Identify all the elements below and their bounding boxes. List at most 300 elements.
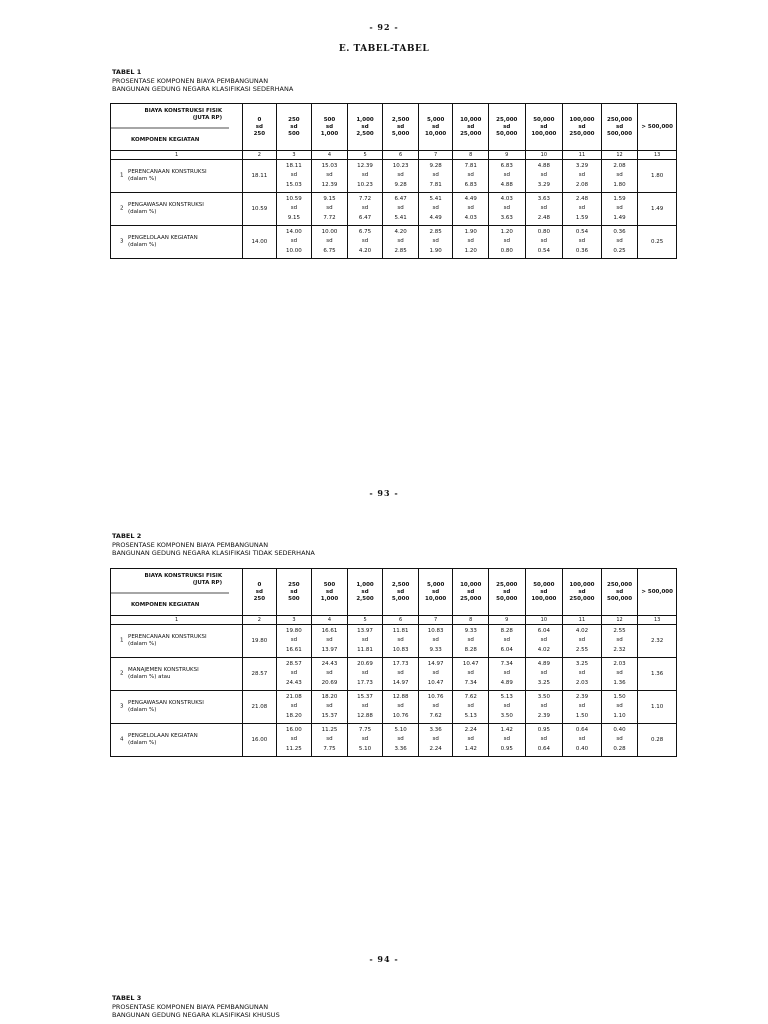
value-sd: sd	[578, 703, 586, 710]
value-lower: 0.28	[613, 745, 626, 752]
range-sd: sd	[325, 588, 334, 595]
value-sd: sd	[540, 205, 548, 212]
range-from: 2,500	[391, 581, 410, 588]
column-number-text: 4	[327, 152, 332, 158]
value-sd: sd	[540, 637, 548, 644]
value-upper: 21.08	[286, 693, 302, 700]
value-lower: 0.80	[500, 247, 513, 254]
value-upper: 14.00	[286, 228, 302, 235]
activity-label	[128, 634, 242, 648]
range-header	[383, 104, 419, 151]
value-sd: sd	[503, 736, 510, 743]
value-upper: 10.47	[462, 660, 479, 667]
value-upper: 10.76	[427, 693, 444, 700]
value-lower: 2.24	[429, 745, 442, 752]
activity-name: PENGAWASAN KONSTRUKSI	[128, 202, 204, 208]
value-sd: sd	[616, 205, 623, 212]
value-range	[383, 691, 419, 724]
value-upper: 1.59	[613, 195, 626, 202]
corner-top-label	[145, 108, 223, 122]
activity-label	[128, 733, 242, 747]
value-lower: 1.80	[613, 181, 626, 188]
value-upper: 24.43	[321, 660, 338, 667]
value-upper: 3.25	[575, 660, 589, 667]
corner-header	[111, 569, 243, 616]
value-sd: sd	[616, 703, 623, 710]
column-number-text: 12	[616, 617, 623, 623]
table-2-title-line2: BANGUNAN GEDUNG NEGARA KLASIFIKASI TIDAK SEDERHANA	[112, 549, 315, 557]
value-lower: 16.61	[286, 646, 302, 653]
range-header	[347, 569, 383, 616]
corner-top-label	[145, 573, 223, 587]
value-lower: 2.08	[575, 181, 589, 188]
value-upper: 2.03	[613, 660, 626, 667]
value-range	[347, 193, 383, 226]
value-sd: sd	[326, 670, 333, 677]
value-upper: 10.23	[392, 162, 409, 169]
value-lower: 5.41	[394, 214, 407, 221]
value-upper: 2.39	[575, 693, 589, 700]
value-sd: sd	[361, 172, 369, 179]
range-to: 100,000	[531, 130, 557, 137]
value-lower: 12.39	[321, 181, 338, 188]
value-sd: sd	[467, 637, 474, 644]
value-upper: 5.41	[429, 195, 442, 202]
value-lower: 0.25	[613, 247, 626, 254]
value-upper: 14.97	[427, 660, 444, 667]
value-range	[488, 226, 525, 259]
range-from: 500	[323, 581, 336, 588]
column-number	[525, 616, 563, 625]
value-lower: 5.13	[464, 712, 477, 719]
value-range	[525, 691, 563, 724]
value-lower: 20.69	[321, 679, 338, 686]
value-last-text: 2.32	[651, 637, 664, 644]
column-number	[638, 151, 677, 160]
table-row	[111, 691, 677, 724]
value-range	[453, 724, 489, 757]
value-first-text: 10.59	[251, 205, 268, 212]
value-lower: 1.50	[575, 712, 589, 719]
value-upper: 7.81	[464, 162, 477, 169]
value-range	[418, 691, 453, 724]
table-1-name: TABEL 1	[112, 68, 142, 76]
value-lower: 3.50	[500, 712, 513, 719]
range-header	[312, 569, 348, 616]
column-number	[243, 151, 277, 160]
column-number	[488, 616, 525, 625]
value-upper: 3.50	[537, 693, 550, 700]
table-row	[111, 226, 677, 259]
range-to: 10,000	[425, 130, 447, 137]
value-sd: sd	[290, 703, 298, 710]
range-to: 500,000	[607, 130, 633, 137]
corner-top-unit: (JUTA RP)	[192, 580, 223, 586]
value-last	[638, 724, 677, 757]
value-sd: sd	[361, 736, 369, 743]
value-sd: sd	[432, 703, 439, 710]
value-lower: 13.97	[321, 646, 338, 653]
corner-bottom-text: KOMPONEN KEGIATAN	[131, 137, 200, 143]
range-header	[312, 104, 348, 151]
value-lower: 1.49	[613, 214, 626, 221]
value-first-text: 21.08	[251, 703, 268, 710]
range-from: 250,000	[607, 581, 633, 588]
table-row	[111, 160, 677, 193]
value-last	[638, 160, 677, 193]
value-range	[312, 193, 348, 226]
value-last	[638, 658, 677, 691]
value-first	[243, 226, 277, 259]
value-upper: 19.80	[286, 627, 302, 634]
activity-name: PERENCANAAN KONSTRUKSI	[128, 634, 207, 640]
value-first-text: 14.00	[251, 238, 268, 245]
value-lower: 0.40	[575, 745, 589, 752]
value-range	[312, 658, 348, 691]
range-from: 5,000	[426, 581, 445, 588]
value-upper: 7.72	[358, 195, 372, 202]
value-sd: sd	[540, 670, 548, 677]
value-first-text: 18.11	[251, 172, 268, 179]
value-lower: 4.88	[500, 181, 513, 188]
value-lower: 11.81	[357, 646, 373, 653]
column-number	[383, 616, 419, 625]
value-first	[243, 193, 277, 226]
value-lower: 6.04	[500, 646, 513, 653]
activity-cell	[111, 193, 243, 226]
value-range	[563, 625, 602, 658]
value-range	[418, 226, 453, 259]
corner-top-unit: (JUTA RP)	[192, 115, 223, 121]
column-number-text: 7	[434, 152, 438, 158]
column-number-text: 6	[399, 617, 403, 623]
value-upper: 16.61	[321, 627, 338, 634]
activity-number: 1	[120, 172, 124, 179]
column-number-text: 7	[434, 617, 438, 623]
table-1	[110, 103, 677, 259]
column-number	[453, 616, 489, 625]
value-range	[525, 160, 563, 193]
range-from: 500	[323, 116, 336, 123]
column-number	[638, 616, 677, 625]
column-number-text: 10	[540, 617, 548, 623]
activity-number: 4	[120, 736, 124, 743]
value-upper: 13.97	[357, 627, 373, 634]
value-upper: 11.81	[392, 627, 409, 634]
value-sd: sd	[361, 637, 369, 644]
column-number	[312, 616, 348, 625]
range-header	[418, 104, 453, 151]
value-lower: 1.20	[464, 247, 477, 254]
value-range	[563, 193, 602, 226]
column-number-text: 6	[399, 152, 403, 158]
range-header	[243, 569, 277, 616]
table-3-caption	[112, 994, 280, 1020]
value-lower: 2.55	[575, 646, 589, 653]
value-upper: 0.95	[537, 726, 550, 733]
value-sd: sd	[578, 238, 586, 245]
value-last	[638, 691, 677, 724]
value-lower: 0.54	[537, 247, 550, 254]
column-number-row	[111, 151, 677, 160]
value-upper: 6.47	[394, 195, 407, 202]
value-lower: 6.47	[358, 214, 372, 221]
value-lower: 9.15	[287, 214, 301, 221]
value-upper: 8.28	[500, 627, 513, 634]
value-last-text: 1.80	[651, 172, 664, 179]
value-upper: 4.03	[500, 195, 513, 202]
column-number-text: 8	[469, 152, 473, 158]
value-lower: 0.95	[500, 745, 513, 752]
activity-unit: (dalam %) atau	[128, 674, 171, 680]
value-sd: sd	[290, 205, 298, 212]
value-upper: 12.39	[357, 162, 373, 169]
table-3-name: TABEL 3	[112, 994, 142, 1002]
value-first-text: 16.00	[251, 736, 268, 743]
value-range	[418, 658, 453, 691]
range-from: 1,000	[356, 116, 374, 123]
table-2	[110, 568, 677, 757]
value-lower: 4.89	[500, 679, 513, 686]
value-upper: 2.24	[464, 726, 477, 733]
value-upper: 18.20	[321, 693, 338, 700]
value-sd: sd	[578, 670, 586, 677]
value-range	[525, 658, 563, 691]
column-number-text: 11	[578, 152, 586, 158]
value-sd: sd	[503, 703, 510, 710]
value-upper: 6.04	[537, 627, 550, 634]
value-upper: 3.29	[575, 162, 589, 169]
column-number	[601, 151, 638, 160]
value-upper: 20.69	[357, 660, 373, 667]
value-sd: sd	[361, 703, 369, 710]
value-last	[638, 193, 677, 226]
value-lower: 10.83	[392, 646, 409, 653]
value-range	[601, 724, 638, 757]
value-sd: sd	[467, 172, 474, 179]
value-sd: sd	[326, 205, 333, 212]
range-from: 250,000	[607, 116, 633, 123]
value-first	[243, 625, 277, 658]
range-from: 0	[257, 581, 262, 588]
value-lower: 0.36	[575, 247, 589, 254]
range-to: 2,500	[356, 595, 374, 602]
value-range	[312, 724, 348, 757]
range-last: > 500,000	[641, 123, 673, 130]
value-upper: 5.10	[394, 726, 407, 733]
value-range	[383, 625, 419, 658]
activity-name: PENGELOLAAN KEGIATAN	[128, 235, 198, 241]
column-number-text: 11	[578, 617, 586, 623]
range-sd: sd	[467, 588, 475, 595]
column-number-text: 10	[540, 152, 548, 158]
value-lower: 24.43	[286, 679, 302, 686]
value-range	[488, 193, 525, 226]
range-to: 5,000	[391, 130, 410, 137]
activity-name: PENGELOLAAN KEGIATAN	[128, 733, 198, 739]
value-sd: sd	[326, 703, 333, 710]
value-sd: sd	[467, 736, 474, 743]
value-upper: 4.20	[394, 228, 407, 235]
activity-unit: (dalam %)	[128, 176, 157, 182]
value-range	[488, 691, 525, 724]
value-lower: 8.28	[464, 646, 477, 653]
table-1-caption	[112, 68, 293, 94]
range-header	[488, 104, 525, 151]
value-sd: sd	[616, 736, 623, 743]
activity-unit: (dalam %)	[128, 209, 157, 215]
corner-bottom-label	[131, 602, 199, 608]
range-header	[488, 569, 525, 616]
range-to: 250,000	[569, 130, 595, 137]
value-upper: 10.83	[427, 627, 444, 634]
table-row	[111, 193, 677, 226]
column-number	[383, 151, 419, 160]
value-range	[418, 724, 453, 757]
value-sd: sd	[616, 172, 623, 179]
range-sd: sd	[396, 588, 405, 595]
range-sd: sd	[361, 123, 369, 130]
value-lower: 3.25	[537, 679, 550, 686]
range-to: 10,000	[425, 595, 447, 602]
range-to: 50,000	[496, 130, 518, 137]
value-range	[347, 160, 383, 193]
value-upper: 2.08	[613, 162, 626, 169]
value-range	[601, 193, 638, 226]
value-upper: 0.80	[537, 228, 550, 235]
range-header	[525, 104, 563, 151]
value-lower: 3.36	[394, 745, 407, 752]
activity-label	[128, 667, 242, 681]
activity-cell	[111, 658, 243, 691]
value-lower: 10.47	[427, 679, 444, 686]
value-upper: 0.64	[575, 726, 589, 733]
value-range	[418, 193, 453, 226]
value-range	[525, 226, 563, 259]
value-lower: 10.23	[357, 181, 373, 188]
column-number	[453, 151, 489, 160]
range-from: 25,000	[496, 116, 518, 123]
header-row	[111, 569, 677, 616]
value-sd: sd	[467, 703, 474, 710]
value-upper: 3.36	[429, 726, 442, 733]
range-sd: sd	[396, 123, 405, 130]
value-last-text: 0.28	[651, 736, 664, 743]
value-sd: sd	[503, 205, 510, 212]
range-to: 500	[288, 595, 300, 602]
value-lower: 10.76	[392, 712, 409, 719]
corner-top-text: BIAYA KONSTRUKSI FISIK	[144, 573, 223, 579]
value-lower: 15.03	[286, 181, 302, 188]
value-sd: sd	[616, 670, 623, 677]
table-row	[111, 625, 677, 658]
value-lower: 4.02	[537, 646, 550, 653]
range-from: 250	[288, 116, 300, 123]
value-last-text: 1.49	[651, 205, 664, 212]
corner-top-text: BIAYA KONSTRUKSI FISIK	[144, 108, 223, 114]
value-range	[563, 226, 602, 259]
column-number-text: 2	[257, 617, 261, 623]
page-number: - 92 -	[369, 22, 399, 32]
value-upper: 4.49	[464, 195, 477, 202]
value-upper: 10.00	[321, 228, 338, 235]
range-header	[563, 569, 602, 616]
range-sd: sd	[503, 123, 511, 130]
value-lower: 3.63	[500, 214, 513, 221]
activity-unit: (dalam %)	[128, 707, 157, 713]
value-sd: sd	[326, 736, 333, 743]
value-lower: 7.75	[323, 745, 336, 752]
activity-unit: (dalam %)	[128, 740, 157, 746]
value-range	[383, 160, 419, 193]
value-lower: 7.72	[323, 214, 336, 221]
value-lower: 11.25	[286, 745, 302, 752]
range-header-last	[638, 104, 677, 151]
activity-cell	[111, 724, 243, 757]
table-2-caption	[112, 532, 315, 558]
range-to: 250	[253, 130, 266, 137]
value-upper: 6.83	[500, 162, 513, 169]
value-sd: sd	[326, 172, 333, 179]
value-sd: sd	[467, 670, 474, 677]
value-upper: 2.48	[575, 195, 589, 202]
range-from: 10,000	[460, 581, 482, 588]
range-to: 50,000	[496, 595, 518, 602]
value-first	[243, 160, 277, 193]
value-upper: 0.40	[613, 726, 626, 733]
value-lower: 1.36	[613, 679, 626, 686]
value-lower: 9.33	[429, 646, 442, 653]
column-number	[488, 151, 525, 160]
range-header	[525, 569, 563, 616]
value-range	[347, 226, 383, 259]
range-header	[276, 569, 312, 616]
range-sd: sd	[467, 123, 475, 130]
value-upper: 9.15	[323, 195, 336, 202]
value-last-text: 1.10	[651, 703, 664, 710]
value-range	[453, 160, 489, 193]
range-to: 250	[253, 595, 266, 602]
column-number-text: 1	[174, 617, 179, 623]
range-sd: sd	[255, 123, 263, 130]
value-sd: sd	[578, 172, 586, 179]
value-sd: sd	[432, 670, 439, 677]
value-upper: 0.54	[575, 228, 589, 235]
activity-cell	[111, 691, 243, 724]
column-number	[111, 616, 243, 625]
value-upper: 10.59	[286, 195, 302, 202]
value-first-text: 28.57	[251, 670, 268, 677]
activity-label	[128, 169, 242, 183]
value-lower: 2.48	[537, 214, 550, 221]
value-range	[563, 160, 602, 193]
value-range	[453, 691, 489, 724]
column-number	[347, 151, 383, 160]
range-sd: sd	[578, 588, 586, 595]
value-upper: 1.50	[613, 693, 626, 700]
value-range	[312, 160, 348, 193]
value-range	[488, 724, 525, 757]
value-range	[601, 226, 638, 259]
value-sd: sd	[616, 637, 623, 644]
value-range	[383, 724, 419, 757]
value-sd: sd	[361, 670, 369, 677]
column-number	[347, 616, 383, 625]
value-lower: 7.62	[429, 712, 442, 719]
value-lower: 10.00	[286, 247, 302, 254]
range-header	[243, 104, 277, 151]
range-header	[453, 104, 489, 151]
